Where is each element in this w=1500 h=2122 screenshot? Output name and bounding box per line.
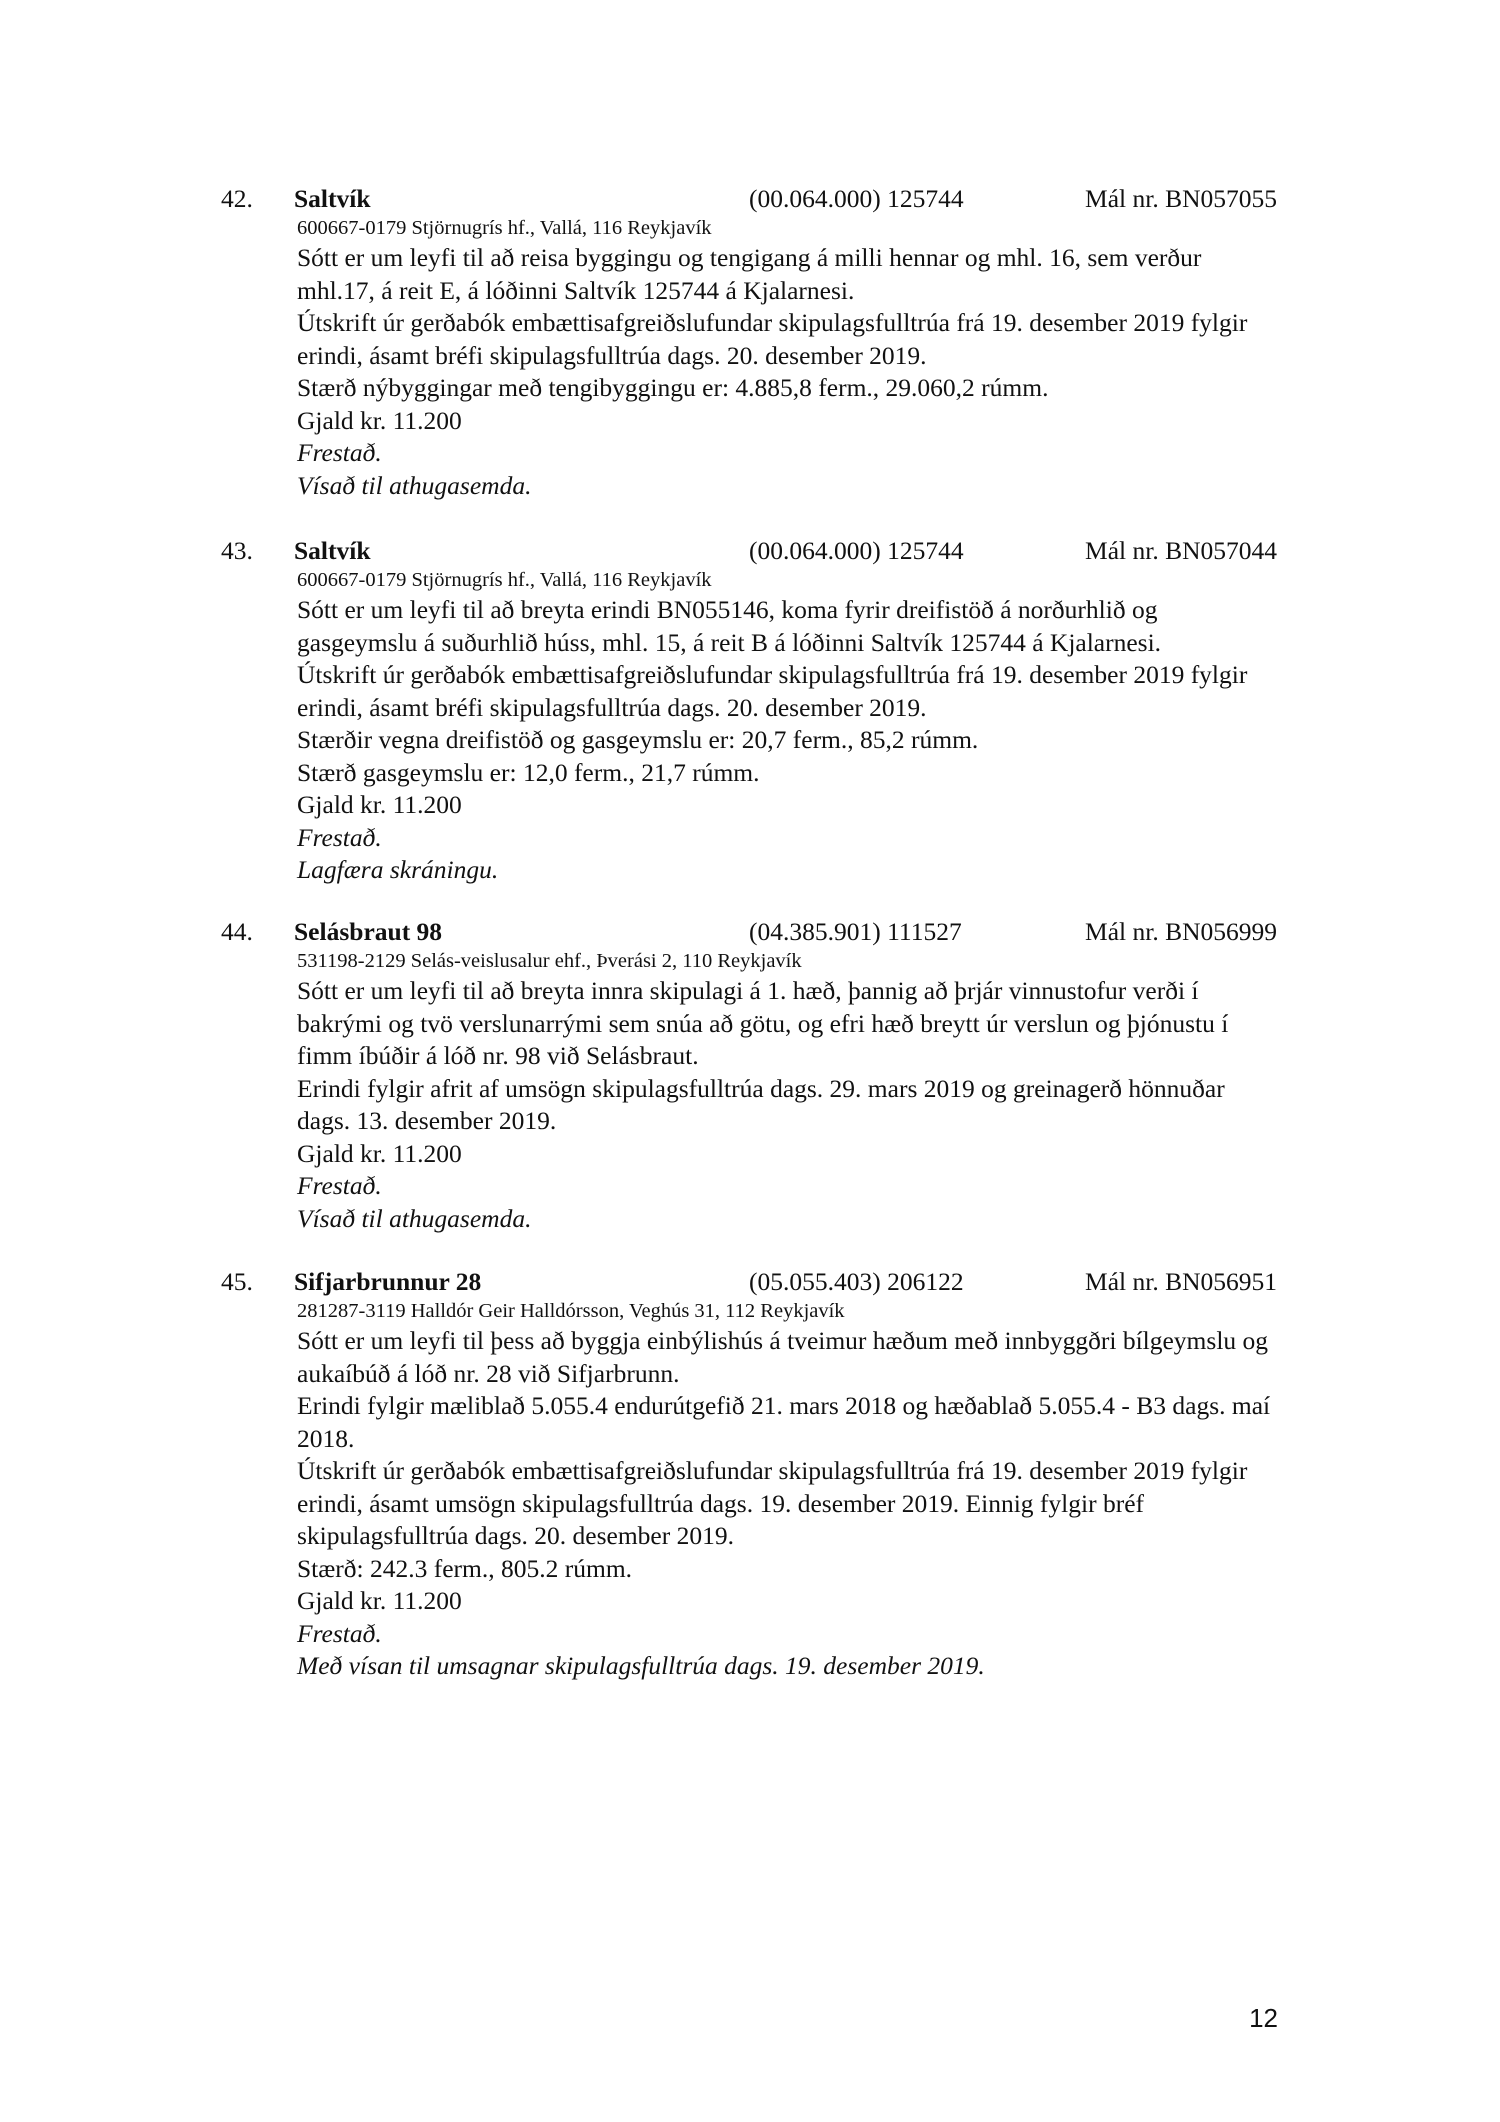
case-item [221,915,1277,1235]
case-address: Saltvík [294,184,371,213]
decision-note: Vísað til athugasemda. [297,470,532,500]
case-paragraph: Stærð nýbyggingar með tengibyggingu er: 4.885,8 ferm., 29.060,2 rúmm. [297,373,1049,402]
applicant: 600667-0179 Stjörnugrís hf., Vallá, 116 Reykjavík [297,569,712,591]
case-paragraph: Stærðir vegna dreifistöð og gasgeymslu er: 20,7 ferm., 85,2 rúmm. [297,725,979,754]
decision: Frestað. [297,822,382,852]
decision-note: Lagfæra skráningu. [297,855,499,884]
applicant: 531198-2129 Selás-veislusalur ehf., Þverási 2, 110 Reykjavík [297,950,802,972]
case-address: Saltvík [294,536,371,565]
case-paragraph: Sótt er um leyfi til að breyta innra skipulagi á 1. hæð, þannig að þrjár vinnustofur verði í bakrými og tvö verslunarrými sem snúa að götu, og efri hæð breytt úr verslun og þjónustu í fimm íbúðir á lóð nr. 98 við Selásbraut. [297,976,1229,1070]
case-paragraph: Erindi fylgir afrit af umsögn skipulagsfulltrúa dags. 29. mars 2019 og greinagerð hönnuðar dags. 13. desember 2019. [297,1073,1225,1135]
case-address: Sifjarbrunnur 28 [294,1267,482,1296]
case-header [221,534,1277,567]
case-paragraph: Útskrift úr gerðabók embættisafgreiðslufundar skipulagsfulltrúa frá 19. desember 2019 fylgir erindi, ásamt umsögn skipulagsfulltrúa dags. 19. desember 2019. Einnig fylgir bréf skipulagsfulltrúa dags. 20. desember 2019. [297,1456,1248,1550]
case-paragraph: Erindi fylgir mæliblað 5.055.4 endurútgefið 21. mars 2018 og hæðablað 5.055.4 - B3 dags. maí 2018. [297,1391,1271,1453]
fee: Gjald kr. 11.200 [297,1138,462,1168]
case-file-number: Mál nr. BN056951 [1085,1267,1277,1296]
case-number: 44. [221,917,253,946]
land-number: (00.064.000) 125744 [749,184,964,213]
land-number: (00.064.000) 125744 [749,536,964,565]
case-paragraph: Útskrift úr gerðabók embættisafgreiðslufundar skipulagsfulltrúa frá 19. desember 2019 fylgir erindi, ásamt bréfi skipulagsfulltrúa dags. 20. desember 2019. [297,308,1248,370]
case-header [221,915,1277,948]
decision: Frestað. [297,1618,382,1648]
case-number: 45. [221,1267,253,1296]
page-number: 12 [1249,2003,1278,2033]
case-header [221,182,1277,215]
case-item [221,182,1277,502]
case-number: 42. [221,184,253,213]
case-body [297,215,1277,502]
fee: Gjald kr. 11.200 [297,1586,462,1615]
case-paragraph: Sótt er um leyfi til þess að byggja einbýlishús á tveimur hæðum með innbyggðri bílgeymslu og aukaíbúð á lóð nr. 28 við Sifjarbrunn. [297,1326,1269,1388]
fee: Gjald kr. 11.200 [297,405,462,435]
case-item [221,1265,1277,1683]
case-body [297,948,1277,1235]
case-body [297,1298,1277,1683]
case-file-number: Mál nr. BN056999 [1085,917,1277,946]
applicant: 281287-3119 Halldór Geir Halldórsson, Veghús 31, 112 Reykjavík [297,1300,845,1322]
case-paragraph: Stærð gasgeymslu er: 12,0 ferm., 21,7 rúmm. [297,757,760,787]
case-paragraph: Útskrift úr gerðabók embættisafgreiðslufundar skipulagsfulltrúa frá 19. desember 2019 fylgir erindi, ásamt bréfi skipulagsfulltrúa dags. 20. desember 2019. [297,660,1248,722]
land-number: (04.385.901) 111527 [749,917,962,946]
land-number: (05.055.403) 206122 [749,1267,964,1296]
case-item [221,534,1277,887]
case-body [297,567,1277,887]
case-header [221,1265,1277,1298]
case-number: 43. [221,536,253,565]
decision: Frestað. [297,438,382,467]
case-paragraph: Sótt er um leyfi til að breyta erindi BN055146, koma fyrir dreifistöð á norðurhlið og gasgeymslu á suðurhlið húss, mhl. 15, á reit B á lóðinni Saltvík 125744 á Kjalarnesi. [297,595,1162,657]
case-address: Selásbraut 98 [294,917,443,946]
decision-note: Vísað til athugasemda. [297,1203,532,1233]
fee: Gjald kr. 11.200 [297,790,462,819]
decision-note: Með vísan til umsagnar skipulagsfulltrúa dags. 19. desember 2019. [297,1651,985,1680]
case-paragraph: Sótt er um leyfi til að reisa byggingu og tengigang á milli hennar og mhl. 16, sem verður mhl.17, á reit E, á lóðinni Saltvík 125744 á Kjalarnesi. [297,243,1202,305]
case-file-number: Mál nr. BN057055 [1085,184,1277,213]
applicant: 600667-0179 Stjörnugrís hf., Vallá, 116 Reykjavík [297,217,712,239]
case-paragraph: Stærð: 242.3 ferm., 805.2 rúmm. [297,1553,633,1583]
decision: Frestað. [297,1171,382,1200]
case-file-number: Mál nr. BN057044 [1085,536,1277,565]
